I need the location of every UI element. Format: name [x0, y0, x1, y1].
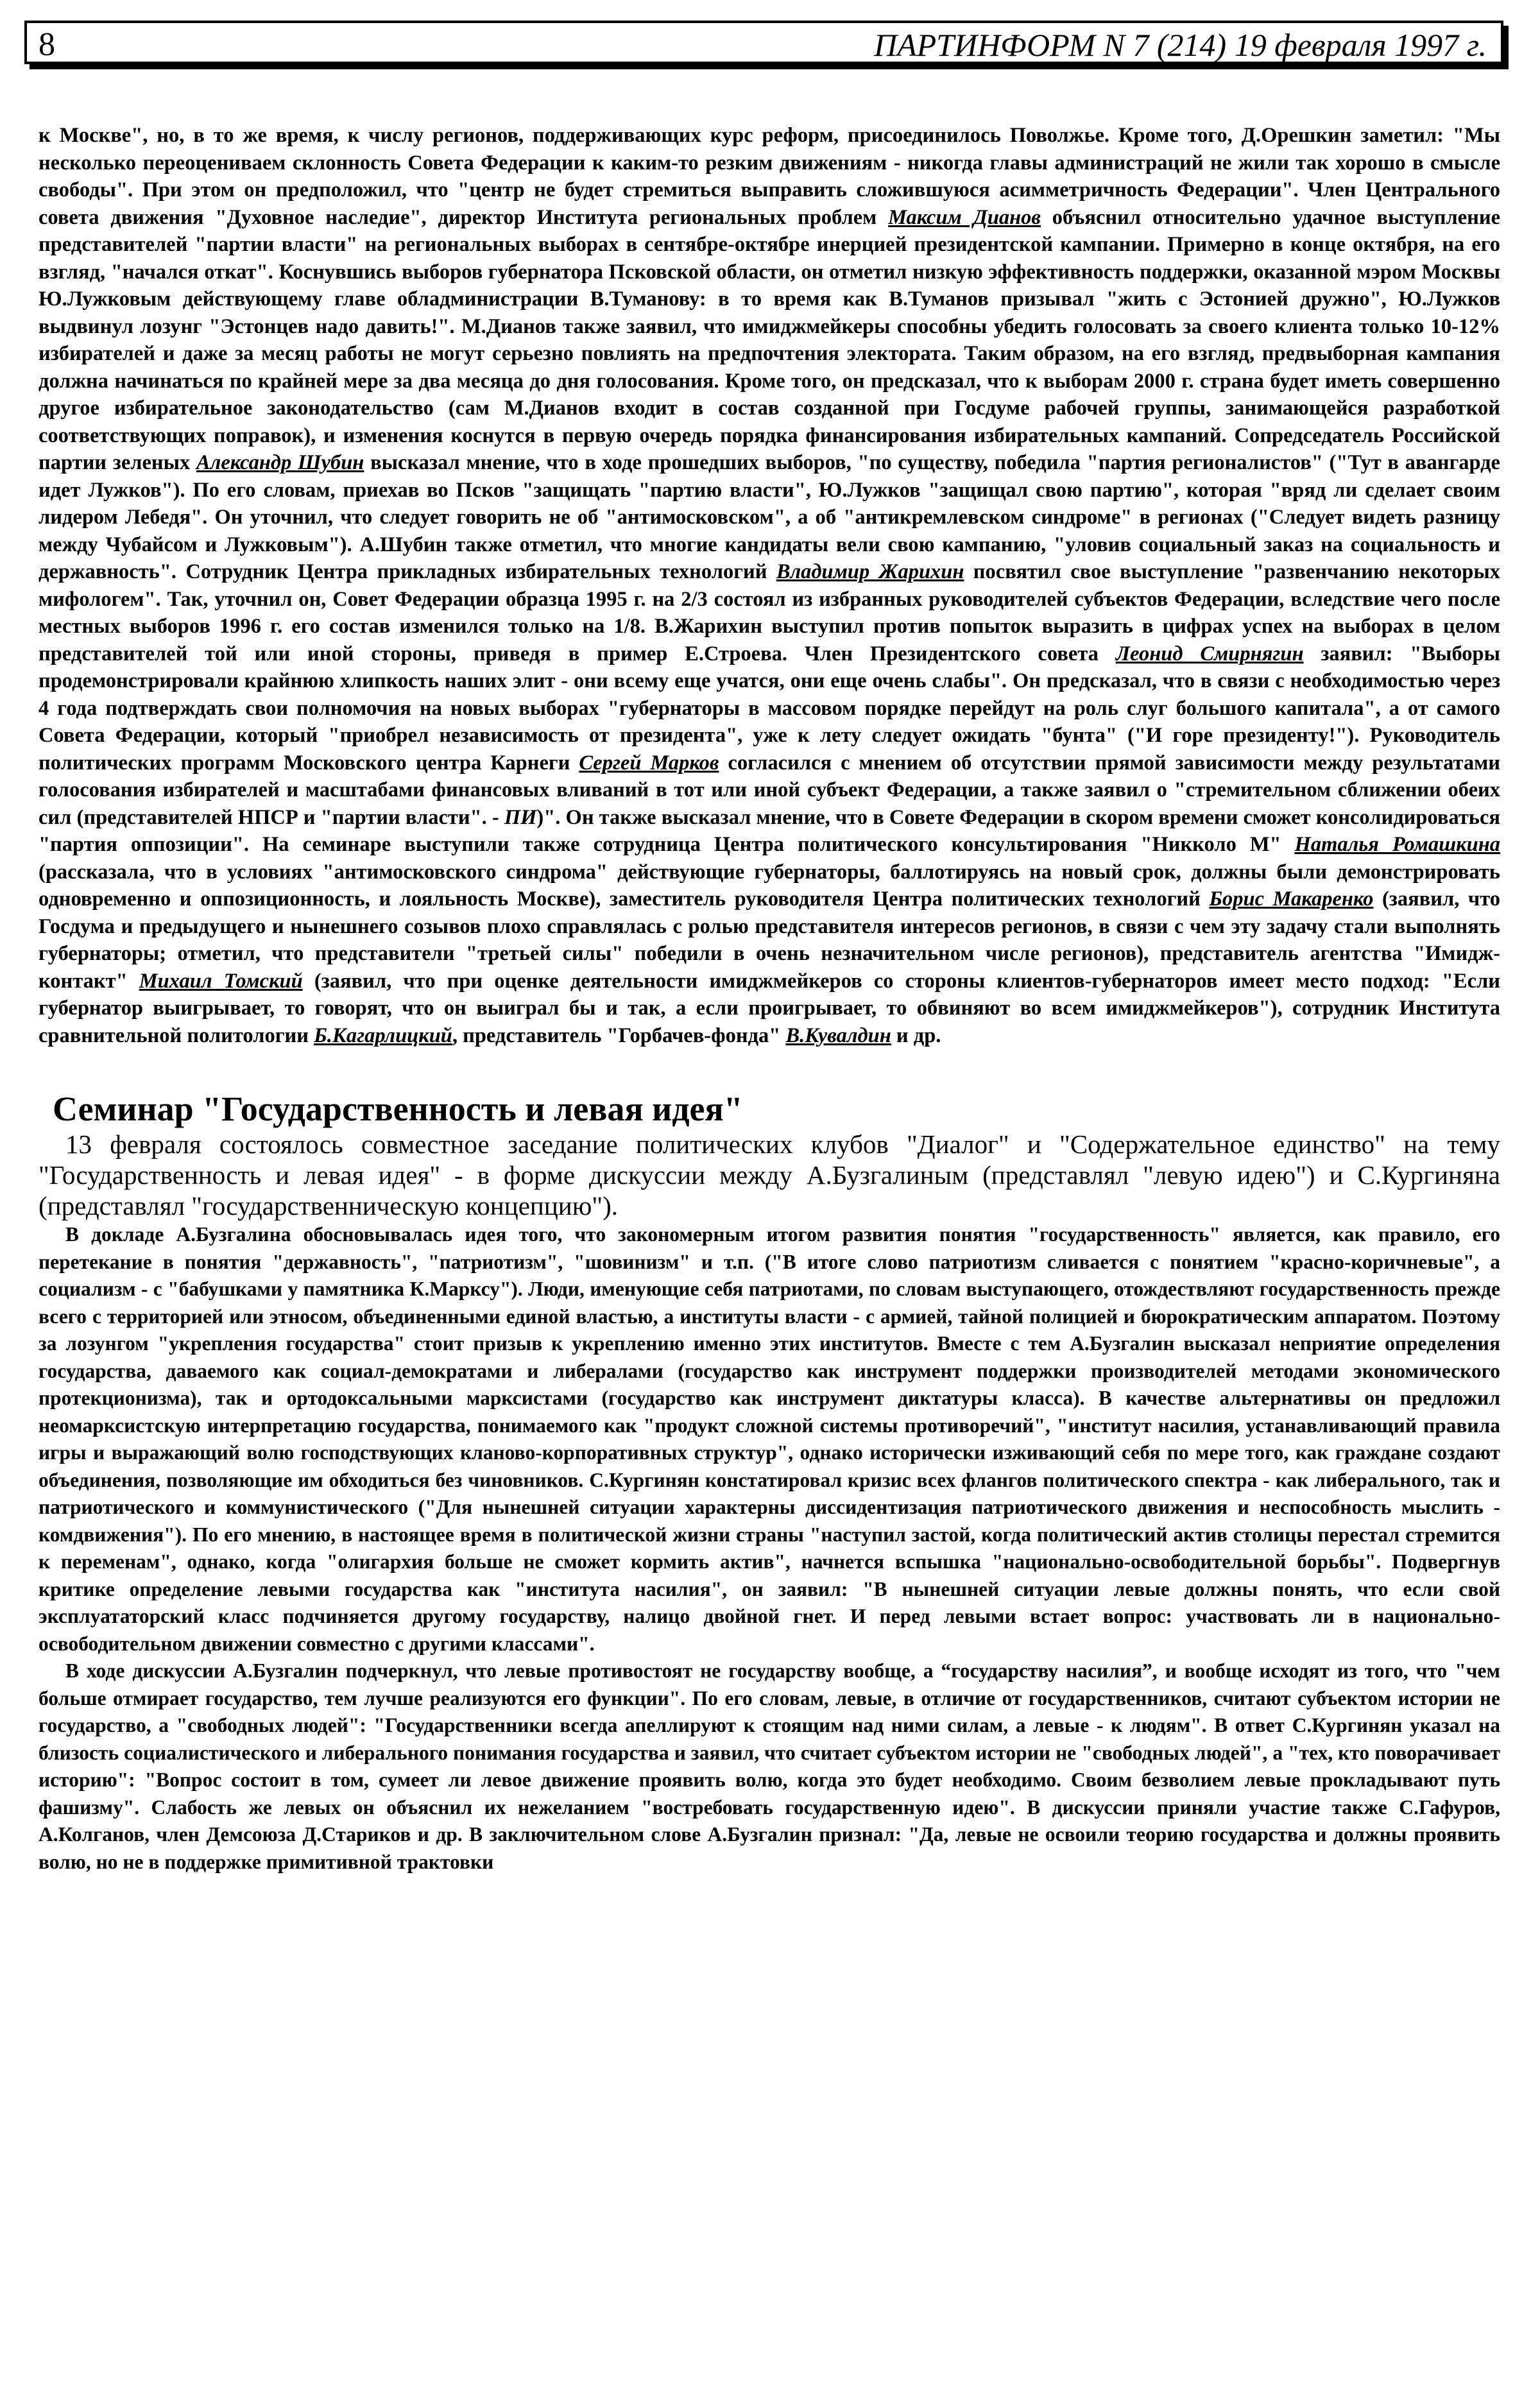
article-body-paragraph: В ходе дискуссии А.Бузгалин подчеркнул, что левые противостоят не государству вообще, а “государству насилия”, и вообще исходят из того, что "чем больше отмирает государство, тем лучше реализуются его функции". По его словам, левые, в отличие от государственников, считают субъектом истории не государство, а "свободных людей": "Государственники всегда апеллируют к стоящим над ними силам, а левые - к людям". В ответ С.Кургинян указал на близость социалистического и либерального понимания государства и заявил, что считает субъектом истории не "свободных людей", а "тех, кто поворачивает историю": "Вопрос состоит в том, сумеет ли левое движение проявить волю, когда это будет необходимо. Своим безволием левые прокладывают путь фашизму". Слабость же левых он объяснил их нежеланием "востребовать государственную идею". В дискуссии приняли участие также С.Гафуров, А.Колганов, член Демсоюза Д.Стариков и др. В заключительном слове А.Бузгалин признал: "Да, левые не освоили теорию государства и должны проявить волю, но не в поддержке примитивной трактовки [38, 1659, 1500, 1873]
page-number: 8 [38, 26, 55, 63]
article-intro-paragraph: 13 февраля состоялось совместное заседание политических клубов "Диалог" и "Содержательное единство" на тему "Государственность и левая идея" - в форме дискуссии между А.Бузгалиным (представлял "левую идею") и С.Кургиняна (представлял "государственническую концепцию"). [38, 1129, 1500, 1221]
text-segment: (рассказала, что в условиях "антимосковского синдрома" действующие губернаторы, баллотируясь на новый срок, должны были демонстрировать одновременно и оппозиционность, и лояльность Москве), заместитель руководителя Центра политических технологий [38, 860, 1500, 911]
person-name-link[interactable]: Леонид Смирнягин [1115, 642, 1304, 665]
section-heading: Семинар "Государственность и левая идея" [53, 1090, 743, 1128]
seminar-report-paragraph [38, 122, 1500, 1049]
person-name-link[interactable]: Александр Шубин [196, 451, 364, 474]
person-name-link[interactable]: В.Кувалдин [785, 1024, 891, 1047]
masthead: ПАРТИНФОРМ N 7 (214) 19 февраля 1997 г. [873, 27, 1487, 63]
text-segment: посвятил свое выступление "развенчанию некоторых мифологем". Так, уточнил он, Совет Федерации образца 1995 г. на 2/3 состоял из избранных руководителей субъектов Федерации, вследствие чего после местных выборов 1996 г. его состав изменился только на 1/8. В.Жарихин выступил против попыток выразить в цифрах успех на выборах в целом представителей той или иной стороны, приведя в пример Е.Строева. Член Президентского совета [38, 560, 1501, 665]
text-segment: заявил: "Выборы продемонстрировали крайнюю хлипкость наших элит - они всему еще учатся, они еще очень слабы". Он предсказал, что в связи с необходимостью через 4 года подтверждать свои полномочия на новых выборах "губернаторы в массовом порядке перейдут на роль слуг большого капитала", а от самого Совета Федерации, который "приобрел независимость от президента", уже к лету следует ожидать "бунта" ("И горе президенту!"). Руководитель политических программ Московского центра Карнеги [38, 642, 1500, 775]
person-name-link[interactable]: Михаил Томский [139, 969, 303, 993]
text-segment: (заявил, что при оценке деятельности имиджмейкеров со стороны клиентов-губернаторов имеет место подход: "Если губернатор выигрывает, то говорят, что он выиграл бы и так, а если проигрывает, то обвиняют во всем имиджмейкеров"), сотрудник Института сравнительной политологии [38, 969, 1500, 1047]
person-name-link[interactable]: Б.Кагарлицкий [314, 1024, 452, 1047]
text-segment: к Москве", но, в то же время, к числу регионов, поддерживающих курс реформ, присоединилось Поволжье. Кроме того, Д.Орешкин заметил: "Мы несколько переоцениваем склонность Совета Федерации к каким-то резким движениям - никогда главы администраций не жили так хорошо в смысле свободы". При этом он предположил, что "центр не будет стремиться выправить сложившуюся асимметричность Федерации". Член Центрального совета движения "Духовное наследие", директор Института региональных проблем [38, 124, 1500, 229]
person-name-link[interactable]: Наталья Ромашкина [1294, 833, 1500, 856]
person-name-link[interactable]: Владимир Жарихин [776, 560, 964, 583]
text-segment: согласился с мнением об отсутствии прямой зависимости между результатами голосования избирателей и масштабами финансовых вливаний в тот или иной субъект Федерации, а также заявил о "стремительном сближении обеих сил (представителей НПСР и "партии власти". - [38, 751, 1501, 829]
person-name-link[interactable]: Борис Макаренко [1209, 887, 1374, 911]
article-body-paragraph: В докладе А.Бузгалина обосновывалась идея того, что закономерным итогом развития понятия "государственность" является, как правило, его перетекание в понятия "державность", "патриотизм", "шовинизм" и т.п. ("В итоге слово патриотизм сливается с понятием "красно-коричневые", а социализм - с "бабушками у памятника К.Марксу"). Люди, именующие себя патриотами, по словам выступающего, отождествляют государственность прежде всего с территорией или этносом, объединенными единой властью, а институты власти - с армией, тайной полицией и бюрократическим аппаратом. Поэтому за лозунгом "укрепления государства" стоит призыв к укреплению именно этих институтов. Вместе с тем А.Бузгалин высказал неприятие определения государства, даваемого как социал-демократами и либералами (государство как инструмент поддержки производителей методами экономического протекционизма), так и ортодоксальными марксистами (государство как инструмент диктатуры класса). В качестве альтернативы он предложил неомарксистскую интерпретацию государства, понимаемого как "продукт сложной системы противоречий", "институт насилия, устанавливающий правила игры и выражающий волю господствующих кланово-корпоративных структур", однако исторически изживающий себя по мере того, как граждане создают объединения, позволяющие им обходиться без чиновников. С.Кургинян констатировал кризис всех флангов политического спектра - как либерального, так и патриотического и коммунистического ("Для нынешней ситуации характерны диссидентизация патриотического движения и неспособность мыслить - комдвижения"). По его мнению, в настоящее время в политической жизни страны "наступил застой, когда политический актив столицы перестал стремится к переменам", однако, когда "олигархия больше не сможет кормить актив", начнется вспышка "национально-освободительной борьбы". Подвергнув критике определение левыми государства как "института насилия", он заявил: "В нынешней ситуации левые должны понять, что если свой эксплуататорский класс подчиняется другому государству, налицо двойной гнет. И перед левыми встает вопрос: участвовать ли в национально-освободительном движении совместно с другими классами". [38, 1223, 1500, 1655]
text-segment: , представитель "Горбачев-фонда" [452, 1024, 786, 1047]
page-header [24, 21, 1503, 64]
abbreviation-pi: ПИ [504, 805, 537, 829]
person-name-link[interactable]: Сергей Марков [579, 751, 719, 775]
text-segment: объяснил относительно удачное выступление представителей "партии власти" на региональных выборах в сентябре-октябре инерцией президентской кампании. Примерно в конце октября, на его взгляд, "начался откат". Коснувшись выборов губернатора Псковской области, он отметил низкую эффективность поддержки, оказанной мэром Москвы Ю.Лужковым действующему главе обладминистрации В.Туманову: в то время как В.Туманов призывал "жить с Эстонией дружно", Ю.Лужков выдвинул лозунг "Эстонцев надо давить!". М.Дианов также заявил, что имиджмейкеры способны убедить голосовать за своего клиента только 10-12% избирателей и даже за месяц работы не могут серьезно повлиять на предпочтения электората. Таким образом, на его взгляд, предвыборная кампания должна начинаться по крайней мере за два месяца до дня голосования. Кроме того, он предсказал, что к выборам 2000 г. страна будет иметь совершенно другое избирательное законодательство (сам М.Дианов входит в состав созданной при Госдуме рабочей группы, занимающейся разработкой соответствующих поправок), и изменения коснутся в первую очередь порядка финансирования избирательных кампаний. Сопредседатель Российской партии зеленых [38, 205, 1500, 474]
text-segment: )". Он также высказал мнение, что в Совете Федерации в скором времени сможет консолидироваться "партия оппозиции". На семинаре выступили также сотрудница Центра политического консультирования "Никколо М" [38, 805, 1500, 856]
text-segment: и др. [891, 1024, 941, 1047]
person-name-link[interactable]: Максим Дианов [888, 205, 1041, 229]
page-content [38, 122, 1500, 1876]
text-segment: (заявил, что Госдума и предыдущего и нынешнего созывов плохо справлялась с ролью представителя интересов регионов, в связи с чем эту задачу стали выполнять губернаторы; отметил, что представители "третьей силы" победили в очень незначительном числе регионов), представитель агентства "Имидж-контакт" [38, 887, 1500, 993]
text-segment: высказал мнение, что в ходе прошедших выборов, "по существу, победила "партия регионалистов" ("Тут в авангарде идет Лужков"). По его словам, приехав во Псков "защищать "партию власти", Ю.Лужков "защищал свою партию", которая "вряд ли сделает своим лидером Лебедя". Он уточнил, что следует говорить не об "антимосковском", а об "антикремлевском синдроме" в регионах ("Следует видеть разницу между Чубайсом и Лужковым"). А.Шубин также отметил, что многие кандидаты вели свою кампанию, "уловив социальный заказ на социальность и державность". Сотрудник Центра прикладных избирательных технологий [38, 451, 1500, 583]
